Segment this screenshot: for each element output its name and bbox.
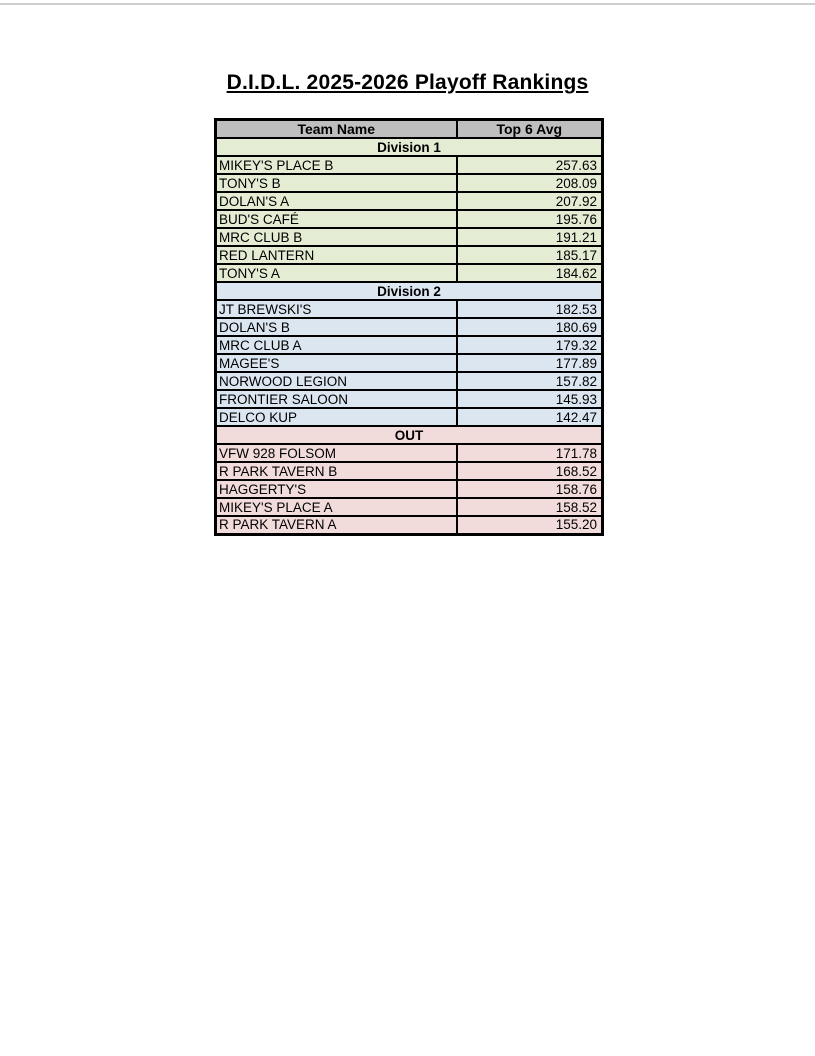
avg-cell: 168.52 [457,462,603,480]
avg-cell: 177.89 [457,354,603,372]
section-header-row [216,282,603,300]
table-row [216,228,603,246]
table-row [216,480,603,498]
team-name-cell: JT BREWSKI'S [216,300,457,318]
team-name-cell: MRC CLUB A [216,336,457,354]
table-row [216,174,603,192]
team-name-cell: R PARK TAVERN A [216,516,457,534]
section-header-cell: Division 1 [216,138,603,156]
avg-cell: 145.93 [457,390,603,408]
avg-cell: 182.53 [457,300,603,318]
avg-cell: 180.69 [457,318,603,336]
avg-cell: 157.82 [457,372,603,390]
team-name-cell: FRONTIER SALOON [216,390,457,408]
team-name-cell: DOLAN'S B [216,318,457,336]
rankings-table [214,118,604,536]
avg-cell: 208.09 [457,174,603,192]
team-name-cell: DELCO KUP [216,408,457,426]
team-name-cell: MIKEY'S PLACE B [216,156,457,174]
team-name-cell: MIKEY'S PLACE A [216,498,457,516]
avg-cell: 257.63 [457,156,603,174]
column-header-top6avg: Top 6 Avg [457,120,603,139]
section-header-row [216,426,603,444]
team-name-cell: R PARK TAVERN B [216,462,457,480]
table-row [216,354,603,372]
avg-cell: 179.32 [457,336,603,354]
table-row [216,192,603,210]
section-header-cell: Division 2 [216,282,603,300]
table-row [216,246,603,264]
table-row [216,390,603,408]
table-row [216,372,603,390]
team-name-cell: BUD'S CAFÉ [216,210,457,228]
team-name-cell: DOLAN'S A [216,192,457,210]
team-name-cell: NORWOOD LEGION [216,372,457,390]
table-row [216,498,603,516]
table-row [216,444,603,462]
team-name-cell: HAGGERTY'S [216,480,457,498]
team-name-cell: MRC CLUB B [216,228,457,246]
section-header-row [216,138,603,156]
avg-cell: 191.21 [457,228,603,246]
rankings-tbody [216,138,603,534]
avg-cell: 155.20 [457,516,603,534]
table-row [216,318,603,336]
team-name-cell: TONY'S A [216,264,457,282]
table-row [216,210,603,228]
avg-cell: 142.47 [457,408,603,426]
section-header-cell: OUT [216,426,603,444]
table-row [216,462,603,480]
avg-cell: 184.62 [457,264,603,282]
table-row [216,336,603,354]
avg-cell: 207.92 [457,192,603,210]
page-title: D.I.D.L. 2025-2026 Playoff Rankings [226,71,589,94]
team-name-cell: RED LANTERN [216,246,457,264]
table-row [216,516,603,534]
team-name-cell: VFW 928 FOLSOM [216,444,457,462]
avg-cell: 195.76 [457,210,603,228]
table-row [216,264,603,282]
table-row [216,300,603,318]
window-top-edge [0,3,815,5]
team-name-cell: MAGEE'S [216,354,457,372]
avg-cell: 171.78 [457,444,603,462]
table-row [216,408,603,426]
team-name-cell: TONY'S B [216,174,457,192]
column-header-team-name: Team Name [216,120,457,139]
avg-cell: 158.76 [457,480,603,498]
avg-cell: 158.52 [457,498,603,516]
column-header-row [216,120,603,139]
avg-cell: 185.17 [457,246,603,264]
table-row [216,156,603,174]
